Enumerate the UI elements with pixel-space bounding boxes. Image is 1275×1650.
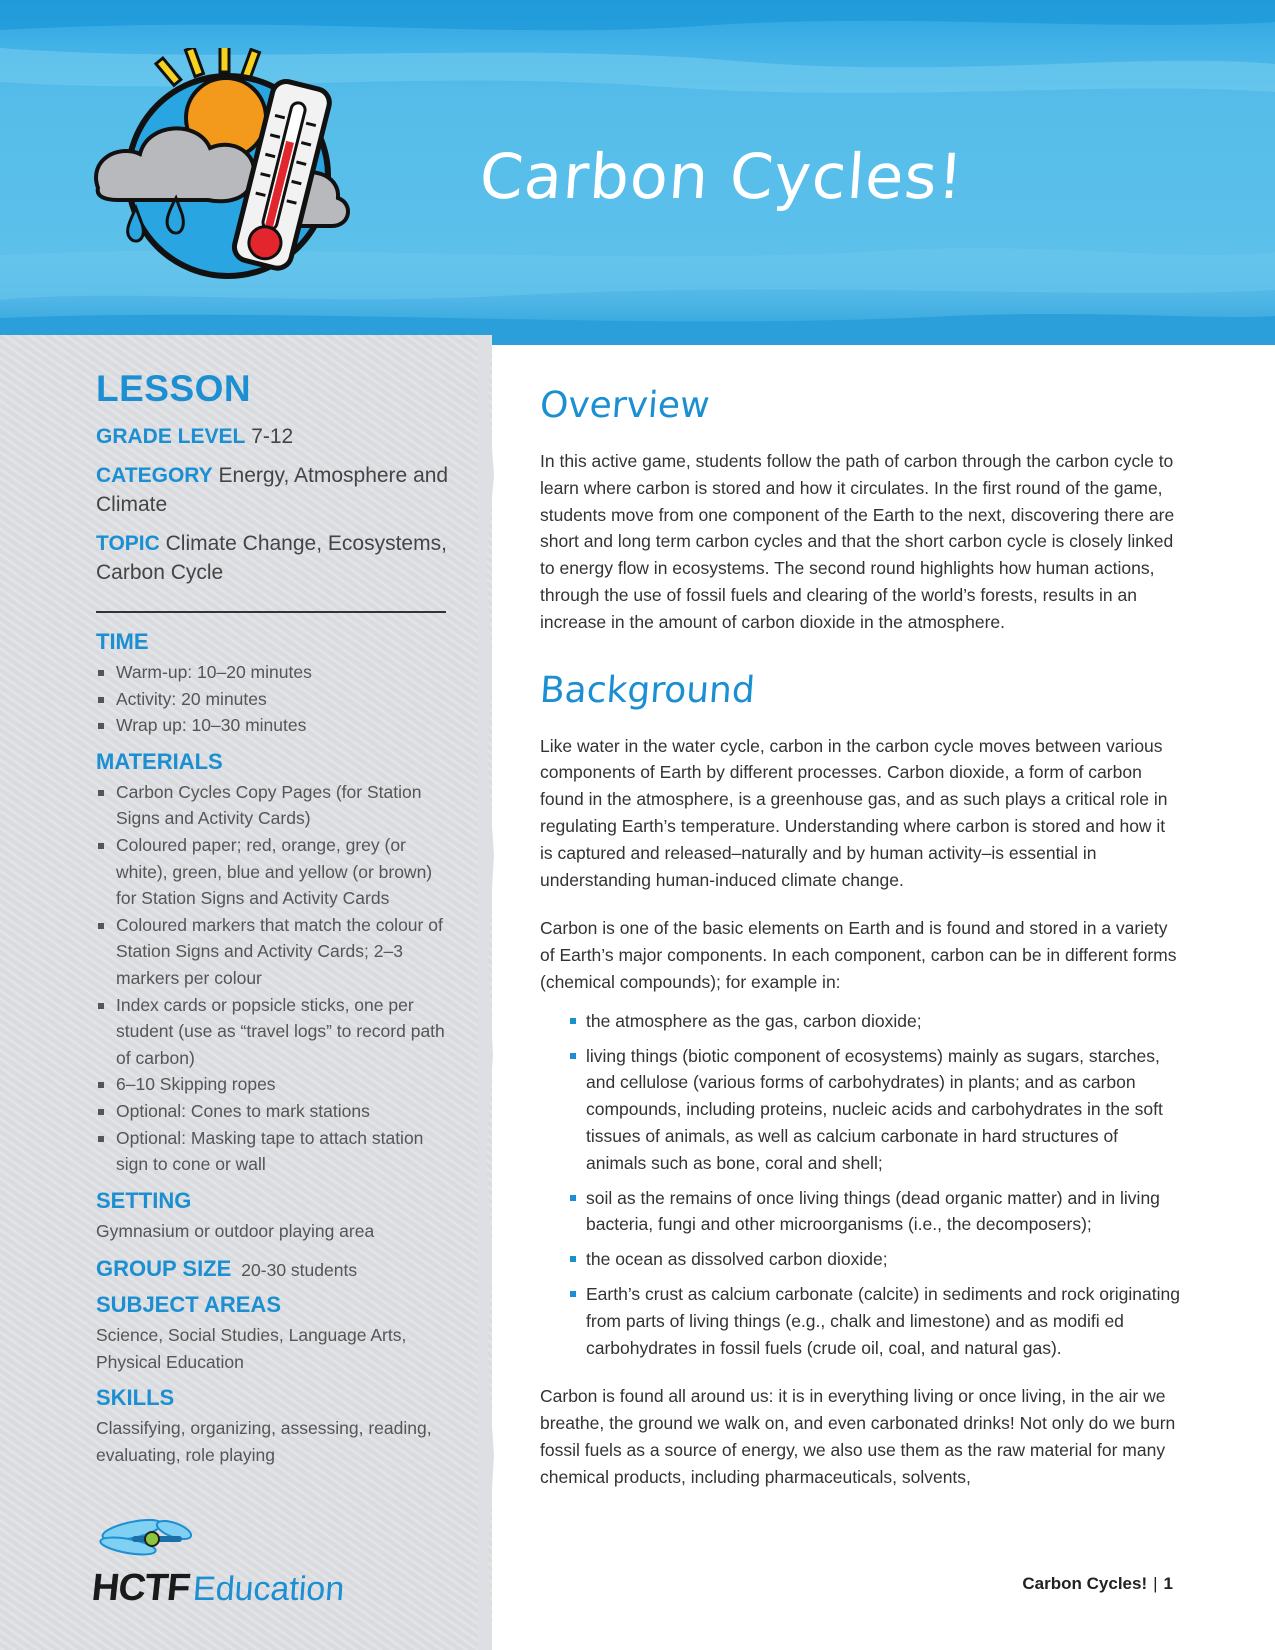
divider	[96, 611, 446, 613]
main-content	[540, 385, 1180, 1513]
list-item: Wrap up: 10–30 minutes	[96, 712, 456, 739]
list-item: living things (biotic component of ecosystems) mainly as sugars, starches, and cellulose (various forms of carbohydrates) in plants; and as carbon compounds, including proteins, nucleic acids and carbohydrates in the soft tissues of animals, as well as calcium carbonate in hard structures of animals such as bone, coral and shell;	[570, 1043, 1180, 1177]
group-size-heading: GROUP SIZE	[96, 1256, 232, 1282]
list-item: soil as the remains of once living things (dead organic matter) and in living bacteria, fungi and other microorganisms (i.e., the decomposers);	[570, 1185, 1180, 1239]
subject-areas-text: Science, Social Studies, Language Arts, Physical Education	[96, 1325, 407, 1372]
background-heading: Background	[538, 669, 757, 711]
skills-heading: SKILLS	[96, 1385, 175, 1411]
page-number: 1	[1163, 1574, 1173, 1593]
skills-text: Classifying, organizing, assessing, reading, evaluating, role playing	[96, 1418, 432, 1466]
grade-level	[96, 422, 456, 451]
list-item: Earth’s crust as calcium carbonate (calcite) in sediments and rock originating from parts of living things (e.g., chalk and limestone) and as modifi ed carbohydrates in fossil fuels (crude oil, coal, and natural gas).	[570, 1281, 1180, 1361]
list-item: Coloured paper; red, orange, grey (or white), green, blue and yellow (or brown) for Station Signs and Activity Cards	[96, 832, 456, 912]
list-item: Index cards or popsicle sticks, one per student (use as “travel logs” to record path of carbon)	[96, 992, 456, 1072]
list-item: Activity: 20 minutes	[96, 686, 456, 713]
group-size-value: 20-30 students	[241, 1260, 358, 1281]
list-item: Optional: Cones to mark stations	[96, 1098, 456, 1125]
materials-list	[96, 779, 456, 1178]
category-label: CATEGORY	[96, 464, 213, 487]
topic-label: TOPIC	[96, 532, 160, 555]
overview-text: In this active game, students follow the path of carbon through the carbon cycle to learn where carbon is stored and how it circulates. In the first round of the game, students move from one component of the Earth to the next, discovering there are short and long term carbon cycles and that the short carbon cycle is closely linked to energy flow in ecosystems. The second round highlights how human actions, through the use of fossil fuels and clearing of the world’s forests, results in an increase in the amount of carbon dioxide in the atmosphere.	[540, 451, 1175, 632]
list-item: the atmosphere as the gas, carbon dioxide;	[570, 1008, 1180, 1035]
group-size	[96, 1256, 456, 1282]
list-item: Carbon Cycles Copy Pages (for Station Signs and Activity Cards)	[96, 779, 456, 832]
header-banner	[0, 0, 1275, 345]
list-item: Coloured markers that match the colour of Station Signs and Activity Cards; 2–3 markers per colour	[96, 912, 456, 992]
lesson-heading: LESSON	[96, 368, 252, 409]
subject-areas-heading: SUBJECT AREAS	[96, 1292, 281, 1318]
list-item: Optional: Masking tape to attach station sign to cone or wall	[96, 1125, 456, 1178]
carbon-components-list	[570, 1008, 1180, 1362]
category-value: Energy, Atmosphere and Climate	[96, 464, 449, 516]
background-paragraph-1: Like water in the water cycle, carbon in the carbon cycle moves between various components of Earth by different processes. Carbon dioxide, a form of carbon found in the atmosphere, is a greenhouse gas, and as such plays a critical role in regulating Earth’s temperature. Understanding where carbon is stored and how it is captured and released–naturally and by human activity–is essential in understanding human-induced climate change.	[540, 735, 1168, 890]
setting-text: Gymnasium or outdoor playing area	[96, 1220, 375, 1241]
topic-value: Climate Change, Ecosystems, Carbon Cycle	[96, 532, 447, 584]
lesson-details	[96, 368, 456, 1469]
footer-title: Carbon Cycles!	[1022, 1574, 1148, 1593]
list-item: Warm-up: 10–20 minutes	[96, 659, 456, 686]
sidebar-torn-edge	[478, 335, 506, 1650]
overview-heading: Overview	[538, 385, 711, 426]
brand-wordmark	[89, 1567, 346, 1610]
grade-level-label: GRADE LEVEL	[96, 425, 246, 448]
background-paragraph-2: Carbon is one of the basic elements on Earth and is found and stored in a variety of Earth’s major components. In each component, carbon can be in different forms (chemical compounds); for example in:	[540, 918, 1177, 992]
brand-hctf: HCTF	[89, 1567, 192, 1609]
topic	[96, 529, 456, 587]
page-footer	[1022, 1574, 1173, 1594]
weather-thermometer-icon	[88, 48, 378, 288]
hctf-education-logo	[89, 1518, 346, 1610]
page-title: Carbon Cycles!	[477, 140, 967, 213]
list-item: the ocean as dissolved carbon dioxide;	[570, 1246, 1180, 1273]
materials-heading: MATERIALS	[96, 748, 223, 774]
category	[96, 461, 456, 519]
time-heading: TIME	[96, 629, 149, 654]
setting-heading: SETTING	[96, 1187, 192, 1213]
background-paragraph-3: Carbon is found all around us: it is in everything living or once living, in the air we breathe, the ground we walk on, and even carbonated drinks! Not only do we burn fossil fuels as a source of energy, we also use them as the raw material for many chemical products, including pharmaceuticals, solvents,	[540, 1386, 1176, 1487]
time-list	[96, 659, 456, 739]
brand-education: Education	[192, 1570, 346, 1608]
footer-separator: |	[1153, 1574, 1158, 1593]
dragonfly-icon	[92, 1518, 202, 1562]
grade-level-value: 7-12	[251, 425, 294, 448]
list-item: 6–10 Skipping ropes	[96, 1071, 456, 1098]
